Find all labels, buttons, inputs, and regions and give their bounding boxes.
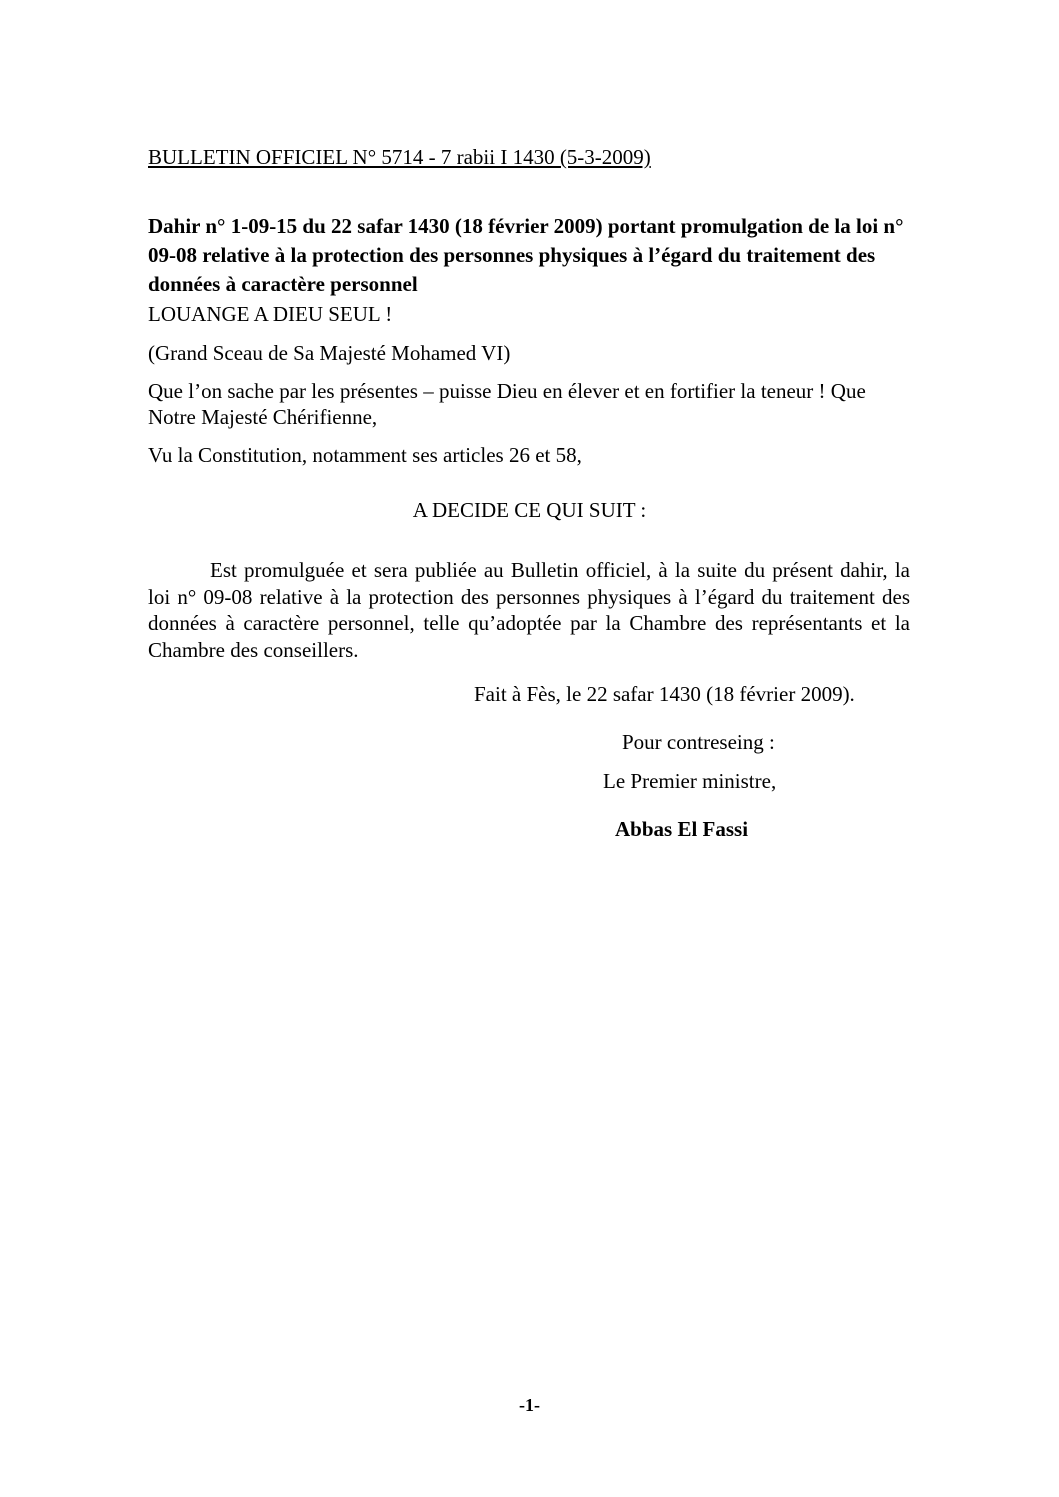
bulletin-header: BULLETIN OFFICIEL N° 5714 - 7 rabii I 1430 (5-3-2009) xyxy=(148,145,651,169)
preamble: Que l’on sache par les présentes – puisse Dieu en élever et en fortifier la teneur ! Que Notre Majesté Chérifienne, xyxy=(148,379,866,429)
promulgation-paragraph: Est promulguée et sera publiée au Bulletin officiel, à la suite du présent dahir, la loi n° 09-08 relative à la protection des personnes physiques à l’égard du traitement des données à caractère personnel, telle qu’adoptée par la Chambre des représentants et la Chambre des conseillers. xyxy=(148,558,910,662)
countersign-label: Pour contreseing : xyxy=(622,730,775,754)
minister-title: Le Premier ministre, xyxy=(603,769,777,793)
visa-clause: Vu la Constitution, notamment ses articles 26 et 58, xyxy=(148,443,582,467)
decision-heading: A DECIDE CE QUI SUIT : xyxy=(412,498,647,522)
document-title: Dahir n° 1-09-15 du 22 safar 1430 (18 février 2009) portant promulgation de la loi n° 09-08 relative à la protection des personnes physiques à l’égard du traitement des données à caractère personnel xyxy=(148,214,904,296)
page-number: -1- xyxy=(519,1395,540,1415)
invocation: LOUANGE A DIEU SEUL ! xyxy=(148,302,393,326)
place-and-date: Fait à Fès, le 22 safar 1430 (18 février 2009). xyxy=(474,682,855,706)
signatory-name: Abbas El Fassi xyxy=(615,817,749,841)
seal-mention: (Grand Sceau de Sa Majesté Mohamed VI) xyxy=(148,341,511,365)
